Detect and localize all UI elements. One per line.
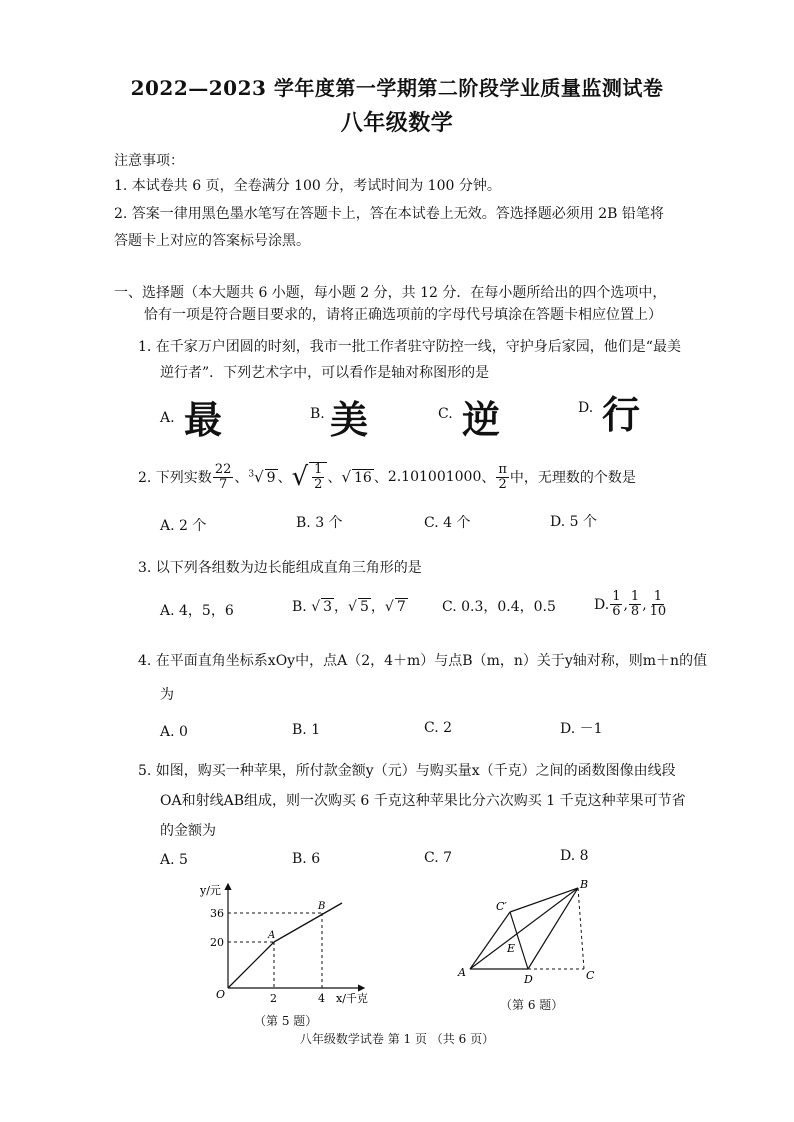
x-axis-label: x/千克: [336, 992, 368, 1005]
fraction-numerator: 1: [630, 589, 640, 604]
fraction-denominator: 2: [314, 477, 323, 492]
figure-6-diagram: [452, 876, 602, 986]
radical-sign: √: [384, 599, 394, 615]
figure-5-graph: [186, 876, 376, 1011]
radical-sign: √: [254, 468, 264, 486]
radicand: [309, 462, 327, 492]
q4-option-d: D. －1: [560, 721, 603, 737]
option-letter: D.: [594, 596, 610, 613]
segment-ac-prime: [470, 912, 510, 969]
separator: 、: [234, 470, 249, 486]
page-footer: 八年级数学试卷 第 1 页 （共 6 页）: [299, 1032, 495, 1046]
notes-item-2-line1: 2. 答案一律用黑色墨水笔写在答题卡上，答在本试卷上无效。答选择题必须用 2B 铅笔将: [114, 206, 664, 222]
segment-db: [528, 888, 578, 969]
q5-option-a: A. 5: [160, 852, 188, 868]
notes-heading: 注意事项：: [114, 153, 184, 169]
q1-option-d-letter: D.: [578, 400, 594, 416]
radical-sign: √: [348, 599, 357, 615]
y-tick-36: 36: [210, 907, 224, 920]
option-letter: B.: [292, 599, 307, 615]
fraction: [648, 590, 669, 619]
q1-option-d-char: 行: [602, 393, 641, 437]
q3-option-a: A. 4，5，6: [160, 603, 234, 619]
notes-item-1: 1. 本试卷共 6 页，全卷满分 100 分，考试时间为 100 分钟。: [114, 178, 501, 194]
radicand: 9: [266, 470, 276, 486]
q2-fraction-pi-2: [496, 463, 509, 492]
fraction-numerator: 1: [612, 589, 621, 604]
root-index: 3: [248, 469, 255, 480]
radicand: 16: [354, 470, 372, 486]
segment-bc-dashed: [578, 888, 584, 969]
q5-stem-line3: 的金额为: [160, 823, 216, 839]
q4-stem-line1: 4. 在平面直角坐标系xOy中，点A（2，4＋m）与点B（m，n）关于y轴对称，则m＋n的值: [138, 653, 708, 669]
q1-option-c-letter: C.: [438, 406, 453, 422]
q3-option-b: B. √ 3 ，√ 5 ，√ 7: [292, 599, 406, 615]
label-c-prime: C′: [496, 900, 507, 913]
y-tick-20: 20: [210, 936, 224, 949]
section1-heading-line1: 一、选择题（本大题共 6 小题，每小题 2 分，共 12 分．在每小题所给出的四个选项中，: [114, 285, 667, 301]
label-c: C: [586, 969, 595, 982]
fraction: [629, 590, 641, 619]
q1-option-b-char: 美: [330, 398, 369, 442]
label-b: B: [580, 878, 589, 891]
ray-ab: [274, 903, 342, 942]
fraction-numerator: 1: [314, 462, 323, 477]
q5-stem-line1: 5. 如图，购买一种苹果，所付款金额y（元）与购买量x（千克）之间的函数图像由线段: [138, 763, 676, 779]
q5-option-b: B. 6: [292, 851, 321, 867]
separator: 、: [373, 470, 388, 486]
exam-subject: 八年级数学: [340, 110, 454, 136]
q5-option-d: D. 8: [560, 848, 589, 864]
fraction-denominator: 7: [218, 476, 228, 492]
separator: 、: [277, 470, 292, 486]
notes-item-2-line2: 答题卡上对应的答案标号涂黑。: [114, 233, 310, 249]
q5-stem-line2: OA和射线AB组成，则一次购买 6 千克这种苹果比分六次购买 1 千克这种苹果可节省: [160, 793, 686, 809]
x-tick-4: 4: [318, 992, 325, 1005]
label-e: E: [507, 942, 516, 955]
fraction: [610, 590, 622, 619]
separator: 、: [481, 470, 496, 486]
q2-option-d: D. 5 个: [550, 514, 597, 530]
fraction-numerator: 22: [214, 461, 232, 477]
q2-suffix: 中，无理数的个数是: [509, 470, 636, 486]
q2-option-a: A. 2 个: [160, 518, 207, 534]
q3-stem: 3. 以下列各组数为边长能组成直角三角形的是: [138, 560, 422, 576]
section1-heading-line2: 恰有一项是符合题目要求的，请将正确选项前的字母代号填涂在答题卡相应位置上）: [144, 307, 662, 323]
q2-cube-root: [248, 468, 277, 486]
exam-title: 2022—2023 学年度第一学期第二阶段学业质量监测试卷: [130, 76, 664, 100]
segment-c-prime-d: [510, 912, 528, 969]
x-tick-2: 2: [270, 992, 277, 1005]
fraction-denominator: 2: [498, 476, 507, 492]
y-axis-label: y/元: [200, 884, 221, 897]
segment-c-prime-b: [510, 888, 578, 912]
q4-stem-line2: 为: [160, 687, 174, 703]
q2-option-c: C. 4 个: [424, 515, 471, 531]
q1-option-c-char: 逆: [462, 398, 501, 442]
origin-label: O: [216, 988, 226, 1001]
radical-sign: √: [291, 462, 309, 492]
q3-option-d: D. $\frac{1}{6}$ , $\frac{1}{8}$ , $\frac{1}{10}$: [594, 589, 667, 619]
radical-sign: √: [341, 468, 351, 486]
radical-sign: √: [311, 599, 321, 615]
figure-5-caption: （第 5 题）: [254, 1014, 318, 1028]
q4-option-b: B. 1: [292, 722, 321, 738]
fraction-denominator: 6: [612, 604, 621, 619]
q2-stem: [138, 462, 636, 492]
q2-sqrt-half: [292, 462, 328, 492]
segment-oa: [228, 942, 274, 988]
radicand: 5: [359, 599, 369, 615]
label-a: A: [458, 966, 466, 979]
q4-option-a: A. 0: [160, 724, 188, 740]
q3-option-c: C. 0.3，0.4，0.5: [442, 599, 556, 615]
fraction-numerator: π: [498, 461, 507, 477]
radicand: 3: [323, 599, 333, 615]
radicand: 7: [396, 599, 406, 615]
q2-sqrt-16: [341, 468, 373, 486]
label-d: D: [524, 973, 533, 986]
q2-option-b: B. 3 个: [296, 515, 343, 531]
point-a-label: A: [268, 930, 276, 941]
q5-option-c: C. 7: [424, 850, 453, 866]
q4-option-c: C. 2: [424, 720, 453, 736]
q2-decimal: 2.101001000: [387, 469, 482, 485]
q2-fraction-22-7: [213, 463, 234, 492]
q1-option-a-char: 最: [184, 398, 223, 442]
q1-stem-line2: 逆行者”．下列艺术字中，可以看作是轴对称图形的是: [160, 365, 490, 381]
fraction-denominator: 8: [630, 604, 640, 619]
q1-stem-line1: 1. 在千家万户团圆的时刻，我市一批工作者驻守防控一线，守护身后家园，他们是“最美: [138, 339, 681, 355]
q2-prefix: 2. 下列实数: [138, 470, 212, 486]
q1-option-b-letter: B.: [310, 406, 325, 422]
separator: 、: [327, 470, 342, 486]
q1-option-a-letter: A.: [160, 410, 175, 426]
figure-6-caption: （第 6 题）: [500, 998, 564, 1012]
point-b-label: B: [318, 901, 326, 912]
fraction-numerator: 1: [653, 589, 663, 604]
fraction-denominator: 10: [649, 604, 667, 619]
